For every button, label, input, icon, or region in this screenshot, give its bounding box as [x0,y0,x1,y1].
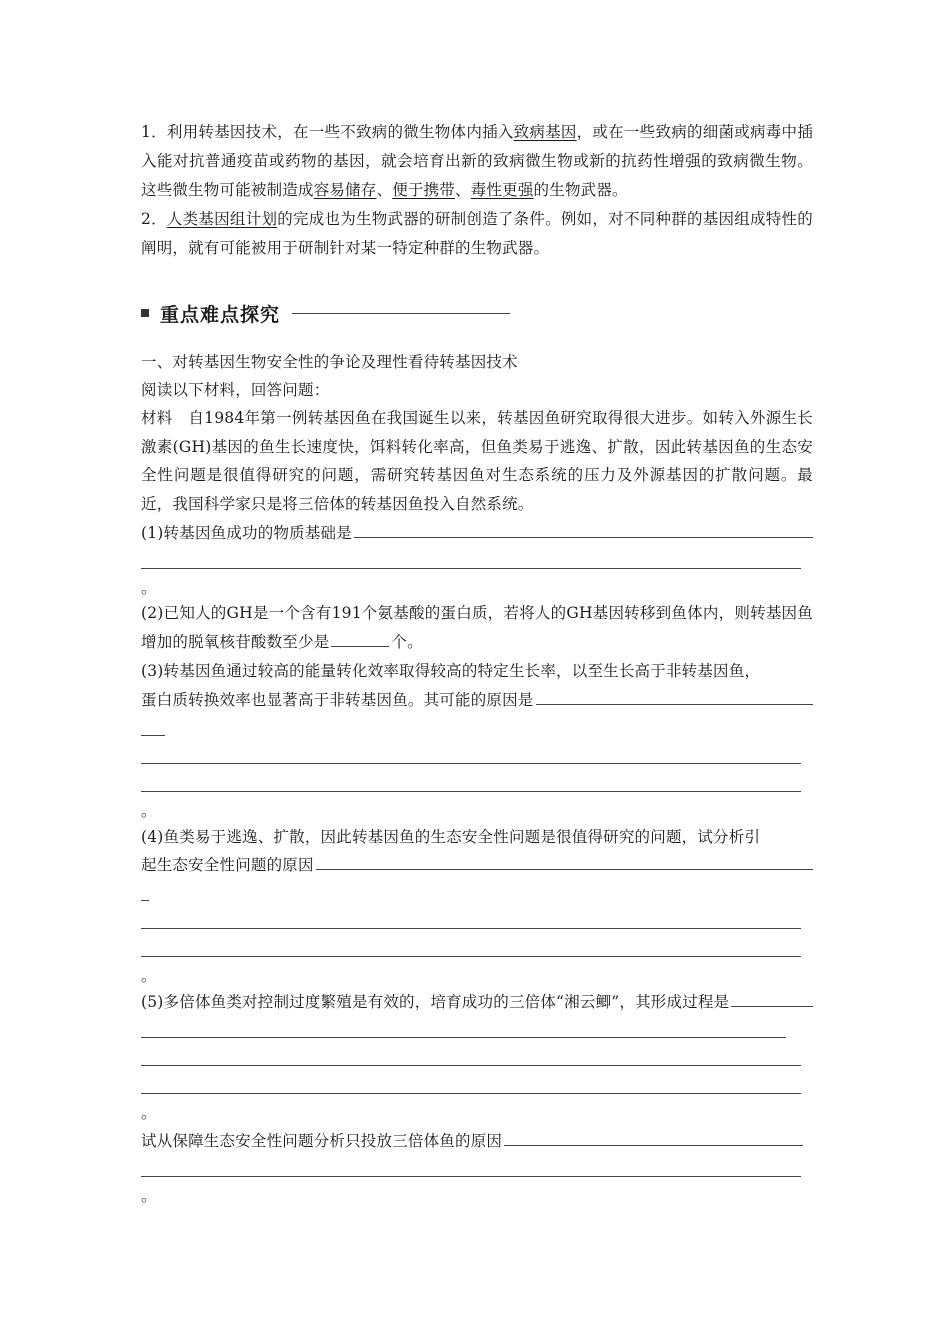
question-5-text: (5)多倍体鱼类对控制过度繁殖是有效的，培育成功的三倍体“湘云鲫”，其形成过程是 [141,993,730,1011]
answer-blank[interactable] [504,1127,803,1146]
answer-blank[interactable] [141,907,813,935]
underlined-term: 毒性更强 [470,181,534,199]
section-header [141,298,541,328]
answer-blank[interactable] [331,630,389,647]
question-6 [141,1127,813,1209]
underlined-term: 致病基因 [513,123,577,141]
question-4-text-line-2: 起生态安全性问题的原因 [141,856,314,874]
instruction-text: 阅读以下材料，回答问题： [141,381,330,399]
period-mark: 。 [141,579,157,597]
answer-blank[interactable] [141,547,813,575]
period-mark: 。 [141,802,157,820]
period-mark: 。 [141,1187,157,1205]
answer-blank[interactable] [141,1044,813,1072]
answer-blank[interactable] [141,714,813,742]
intro-section [141,118,813,263]
answer-blank[interactable] [141,742,813,770]
question-4-text-line-1: (4)鱼类易于逃逸、扩散，因此转基因鱼的生态安全性问题是很值得研究的问题，试分析引 [141,828,761,846]
question-4 [141,823,813,989]
answer-blank[interactable] [731,988,813,1007]
answer-blank[interactable] [316,851,813,870]
period-mark: 。 [141,1104,157,1122]
answer-blank[interactable] [141,1016,813,1044]
section-divider [292,313,510,314]
question-1-text: (1)转基因鱼成功的物质基础是 [141,524,352,542]
question-1 [141,519,813,601]
answer-blank[interactable] [141,935,813,963]
answer-blank[interactable] [354,519,813,538]
question-3 [141,657,813,824]
question-5 [141,988,813,1126]
answer-blank[interactable] [141,1072,813,1100]
underlined-term: 便于携带 [392,181,456,199]
intro-paragraph-2: 2．人类基因组计划的完成也为生物武器的研制创造了条件。例如，对不同种群的基因组成特性的阐明，就有可能被用于研制针对某一特定种群的生物武器。 [141,210,813,257]
period-mark: 。 [141,967,157,985]
material-block [141,348,813,518]
material-text: 材料 自1984年第一例转基因鱼在我国诞生以来，转基因鱼研究取得很大进步。如转入外源生长激素(GH)基因的鱼生长速度快，饵料转化率高，但鱼类易于逃逸、扩散，因此转基因鱼的生态安全性问题是很值得研究的问题，需研究转基因鱼对生态系统的压力及外源基因的扩散问题。最近，我国科学家只是将三倍体的转基因鱼投入自然系统。 [141,409,813,513]
question-3-text-line-1: (3)转基因鱼通过较高的能量转化效率取得较高的特定生长率，以至生长高于非转基因鱼， [141,662,761,680]
question-2-text: (2)已知人的GH是一个含有191个氨基酸的蛋白质，若将人的GH基因转移到鱼体内，则转基因鱼增加的脱氧核苷酸数至少是 个。 [141,604,813,651]
section-title: 重点难点探究 [160,303,281,326]
answer-blank[interactable] [536,686,813,705]
part-heading: 一、对转基因生物安全性的争论及理性看待转基因技术 [141,353,518,371]
underlined-term: 人类基因组计划 [166,210,278,228]
question-3-text-line-2: 蛋白质转换效率也显著高于非转基因鱼。其可能的原因是 [141,691,534,709]
answer-blank[interactable] [141,879,813,907]
answer-blank[interactable] [141,770,813,798]
answer-blank[interactable] [141,1155,813,1183]
intro-paragraph-1: 1．利用转基因技术，在一些不致病的微生物体内插入致病基因，或在一些致病的细菌或病毒中插入能对抗普通疫苗或药物的基因，就会培育出新的致病微生物或新的抗药性增强的致病微生物。这些微生物可能被制造成容易储存、便于携带、毒性更强的生物武器。 [141,123,813,199]
question-6-text: 试从保障生态安全性问题分析只投放三倍体鱼的原因 [141,1132,503,1150]
question-2 [141,599,813,657]
square-bullet-icon [141,309,149,317]
underlined-term: 容易储存 [313,181,377,199]
